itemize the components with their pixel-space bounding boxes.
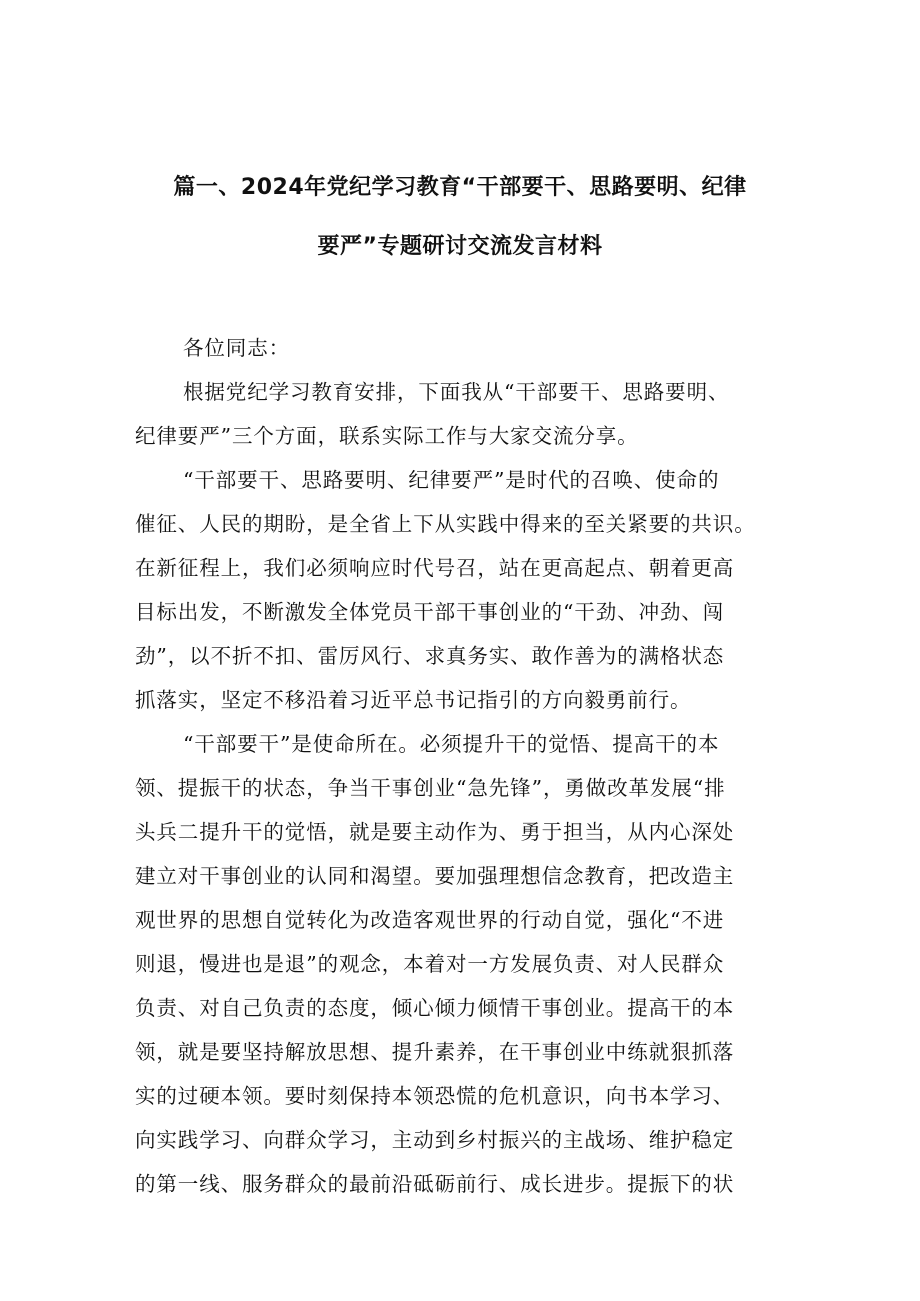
body-line: “干部要干、思路要明、纪律要严”是时代的召唤、使命的 [183, 468, 720, 492]
body-line: 的第一线、服务群众的最前沿砥砺前行、成长进步。提振下的状 [135, 1172, 735, 1196]
body-line: 在新征程上，我们必须响应时代号召，站在更高起点、朝着更高 [135, 556, 735, 580]
body-line: 建立对干事创业的认同和渴望。要加强理想信念教育，把改造主 [135, 864, 735, 888]
body-line: 领、提振干的状态，争当干事创业“急先锋”，勇做改革发展“排 [135, 776, 726, 800]
body-line: 实的过硬本领。要时刻保持本领恐慌的危机意识，向书本学习、 [135, 1084, 735, 1108]
body-line: 催征、人民的期盼，是全省上下从实践中得来的至关紧要的共识。 [135, 512, 756, 536]
body-line: 领，就是要坚持解放思想、提升素养，在干事创业中练就狠抓落 [135, 1040, 735, 1064]
body-line: 抓落实，坚定不移沿着习近平总书记指引的方向毅勇前行。 [135, 688, 692, 712]
body-line: 目标出发，不断激发全体党员干部干事创业的“干劲、冲劲、闯 [135, 600, 725, 624]
body-line: “干部要干”是使命所在。必须提升干的觉悟、提高干的本 [183, 732, 720, 756]
body-line: 观世界的思想自觉转化为改造客观世界的行动自觉，强化“不进 [135, 908, 725, 932]
document-title-line-1: 篇一、2024年党纪学习教育“干部要干、思路要明、纪律 [173, 175, 747, 200]
body-line: 根据党纪学习教育安排，下面我从“干部要干、思路要明、 [183, 380, 730, 404]
salutation: 各位同志： [183, 336, 290, 360]
body-line: 负责、对自己负责的态度，倾心倾力倾情干事创业。提高干的本 [135, 996, 735, 1020]
body-line: 劲”，以不折不扣、雷厉风行、求真务实、敢作善为的满格状态 [135, 644, 725, 668]
body-line: 则退，慢进也是退”的观念，本着对一方发展负责、对人民群众 [135, 952, 725, 976]
document-title-line-2: 要严”专题研讨交流发言材料 [317, 234, 603, 259]
body-line: 向实践学习、向群众学习，主动到乡村振兴的主战场、维护稳定 [135, 1128, 735, 1152]
body-line: 头兵二提升干的觉悟，就是要主动作为、勇于担当，从内心深处 [135, 820, 735, 844]
body-line: 纪律要严”三个方面，联系实际工作与大家交流分享。 [135, 424, 639, 448]
